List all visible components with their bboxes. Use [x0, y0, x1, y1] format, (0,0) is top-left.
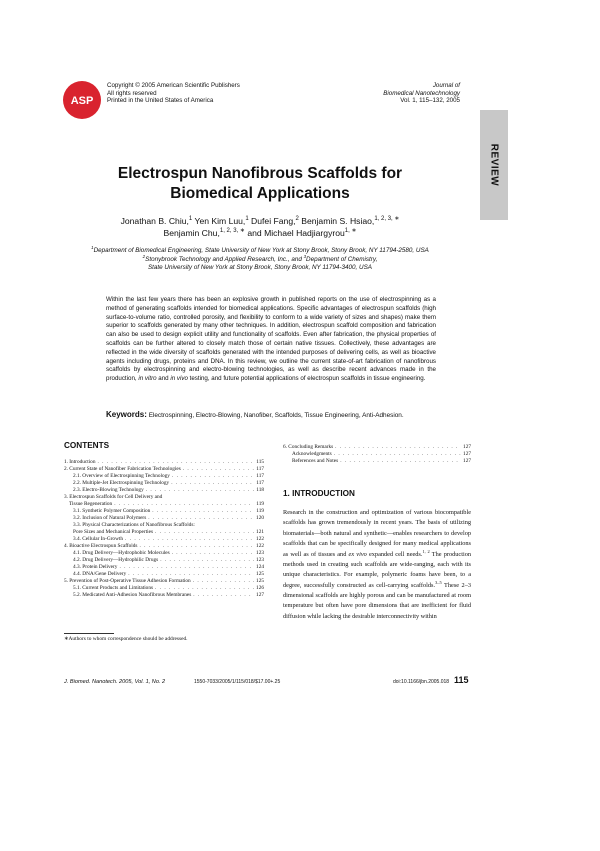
affiliations: $^1$Department of Biomedical Engineering, State University of New York at Stony Brook, Stony Brook, NY 11794-2580, USA $^2$Stonybrook Technology and Applied Research, Inc., and $^3$Department of Chemistry, State University of New York at Stony Brook, Stony Brook, NY 11794-3400, USA [91, 244, 429, 272]
table-of-contents-continued [283, 444, 471, 465]
introduction-body: Research in the construction and optimization of various biocompatible scaffolds has grown tremendously in recent years. The basis of utilizing biomaterials—both natural and synthetic—enables researchers to develop scaffolds that can be specifically designed for many medical applications as well as of tissues and ex vivo expanded cell needs.$^{1, 2}$ The production methods used in creating such scaffolds are wide-ranging, each with its unique characteristics. For example, polymeric foams have been, to a degree, successfully constructed as cell-carrying scaffolds.$^{3-5}$ These 2–3 dimensional scaffolds are highly porous and can be manufactured at room temperature but often have pore dimensions that are inefficient for fluid diffusion while lacking the desirable interconnectivity within [283, 509, 471, 620]
toc-entry[interactable]: 4.1. Drug Delivery—Hydrophobic Molecules . . . 123 [64, 550, 264, 557]
toc-entry[interactable]: 3.4. Cellular In-Growth . . . 122 [64, 536, 264, 543]
logo-text: ASP [70, 95, 94, 107]
table-of-contents [64, 459, 264, 599]
toc-entry[interactable]: 4.4. DNA/Gene Delivery . . . 125 [64, 571, 264, 578]
correspondence-footnote: ∗Authors to whom correspondence should be addressed. [64, 636, 188, 642]
footer-doi[interactable]: doi:10.1166/jbn.2005.018 [393, 679, 450, 685]
abstract: Within the last few years there has been an explosive growth in published reports on the use of electrospinning as a method of generating scaffolds intended for biomedical applications. Specific advantages of electrospun scaffolds (high surface-to-volume ratio, controlled porosity, and flexibility to conform to a wide variety of sizes and shapes) make them superior to scaffolds generated by many other techniques. In addition, electrospun scaffold composition and fabrication can also be used to design explicit utility and functionality of scaffolds. Even after fabrication, the physical properties of scaffolds can be further altered to closely match those of certain native tissues. Collectively, these advantages are reflected in the wide diversity of scaffolds generated with the intended purposes of delivering cells, as well as bioactive agents including drugs, proteins and DNA. In this review, we outline the current state-of-art fabrication of nanofibrous scaffolds by electrospinning and electro-blowing technologies, as well as describe recent advances made in the production, in vitro and in vivo testing, and future potential applications of electrospun scaffolds in tissue engineering. [106, 296, 436, 383]
copyright-notice: Copyright © 2005 American Scientific Publishers All rights reserved Printed in the United States of America [107, 82, 240, 105]
keywords: Keywords: Electrospinning, Electro-Blowing, Nanofiber, Scaffolds, Tissue Engineering, Anti-Adhesion. [106, 410, 404, 419]
toc-entry[interactable]: 5.1. Current Products and Limitations . . . 126 [64, 585, 264, 592]
toc-entry[interactable]: 4.3. Protein Delivery . . . 124 [64, 564, 264, 571]
toc-entry[interactable]: 4.2. Drug Delivery—Hydrophilic Drugs . . . 123 [64, 557, 264, 564]
toc-entry[interactable]: 4. Bioactive Electrospun Scaffolds . . . 122 [64, 543, 264, 550]
toc-entry[interactable]: 2.2. Multiple-Jet Electrospinning Technology . . . 117 [64, 480, 264, 487]
toc-entry[interactable]: 5.2. Medicated Anti-Adhesion Nanofibrous Membranes . . . 127 [64, 592, 264, 599]
toc-entry[interactable]: Acknowledgments . . . 127 [283, 451, 471, 458]
toc-entry[interactable]: Pore Sizes and Mechanical Properties . . . 121 [64, 529, 264, 536]
introduction-heading: 1. INTRODUCTION [283, 489, 355, 498]
keywords-label: Keywords: [106, 410, 147, 419]
page-number: 115 [454, 675, 469, 685]
toc-entry[interactable]: 3. Electrospun Scaffolds for Cell Delivery and [64, 494, 163, 501]
author-list: Jonathan B. Chiu,$^1$ Yen Kim Luu,$^1$ Dufei Fang,$^2$ Benjamin S. Hsiao,$^{1, 2, 3, ∗}$ Benjamin Chu,$^{1, 2, 3, ∗}$ and Michael Hadjiargyrou$^{1, ∗}$ [120, 216, 400, 238]
toc-entry[interactable]: 2.3. Electro-Blowing Technology . . . 118 [64, 487, 264, 494]
toc-entry[interactable]: References and Notes . . . 127 [283, 458, 471, 465]
toc-entry[interactable]: 2.1. Overview of Electrospinning Technology . . . 117 [64, 473, 264, 480]
toc-entry[interactable]: 3.2. Inclusion of Natural Polymers . . . 120 [64, 515, 264, 522]
toc-entry[interactable]: Tissue Regeneration . . . 119 [64, 501, 264, 508]
footnote-rule [64, 633, 114, 634]
toc-entry[interactable]: 1. Introduction . . . 115 [64, 459, 264, 466]
footer-citation: J. Biomed. Nanotech. 2005, Vol. 1, No. 2 [64, 679, 166, 685]
review-label: REVIEW [488, 143, 500, 187]
footer-issn: 1550-7033/2005/1/115/018/$17.00+.25 [194, 679, 281, 685]
article-title: Electrospun Nanofibrous Scaffolds for Biomedical Applications [117, 165, 403, 202]
journal-info: Journal of Biomedical Nanotechnology Vol. 1, 115–132, 2005 [383, 82, 460, 105]
toc-entry[interactable]: 2. Current State of Nanofiber Fabrication Technologies . . . 117 [64, 466, 264, 473]
toc-entry[interactable]: 5. Prevention of Post-Operative Tissue Adhesion Formation . . . 125 [64, 578, 264, 585]
asp-logo [62, 80, 102, 120]
review-section-tab [480, 110, 508, 220]
toc-entry[interactable]: 3.3. Physical Characterizations of Nanofibrous Scaffolds: [73, 522, 195, 529]
toc-entry[interactable]: 3.1. Synthetic Polymer Composition . . . 119 [64, 508, 264, 515]
toc-entry[interactable]: 6. Concluding Remarks . . . 127 [283, 444, 471, 451]
contents-heading: CONTENTS [64, 441, 110, 450]
